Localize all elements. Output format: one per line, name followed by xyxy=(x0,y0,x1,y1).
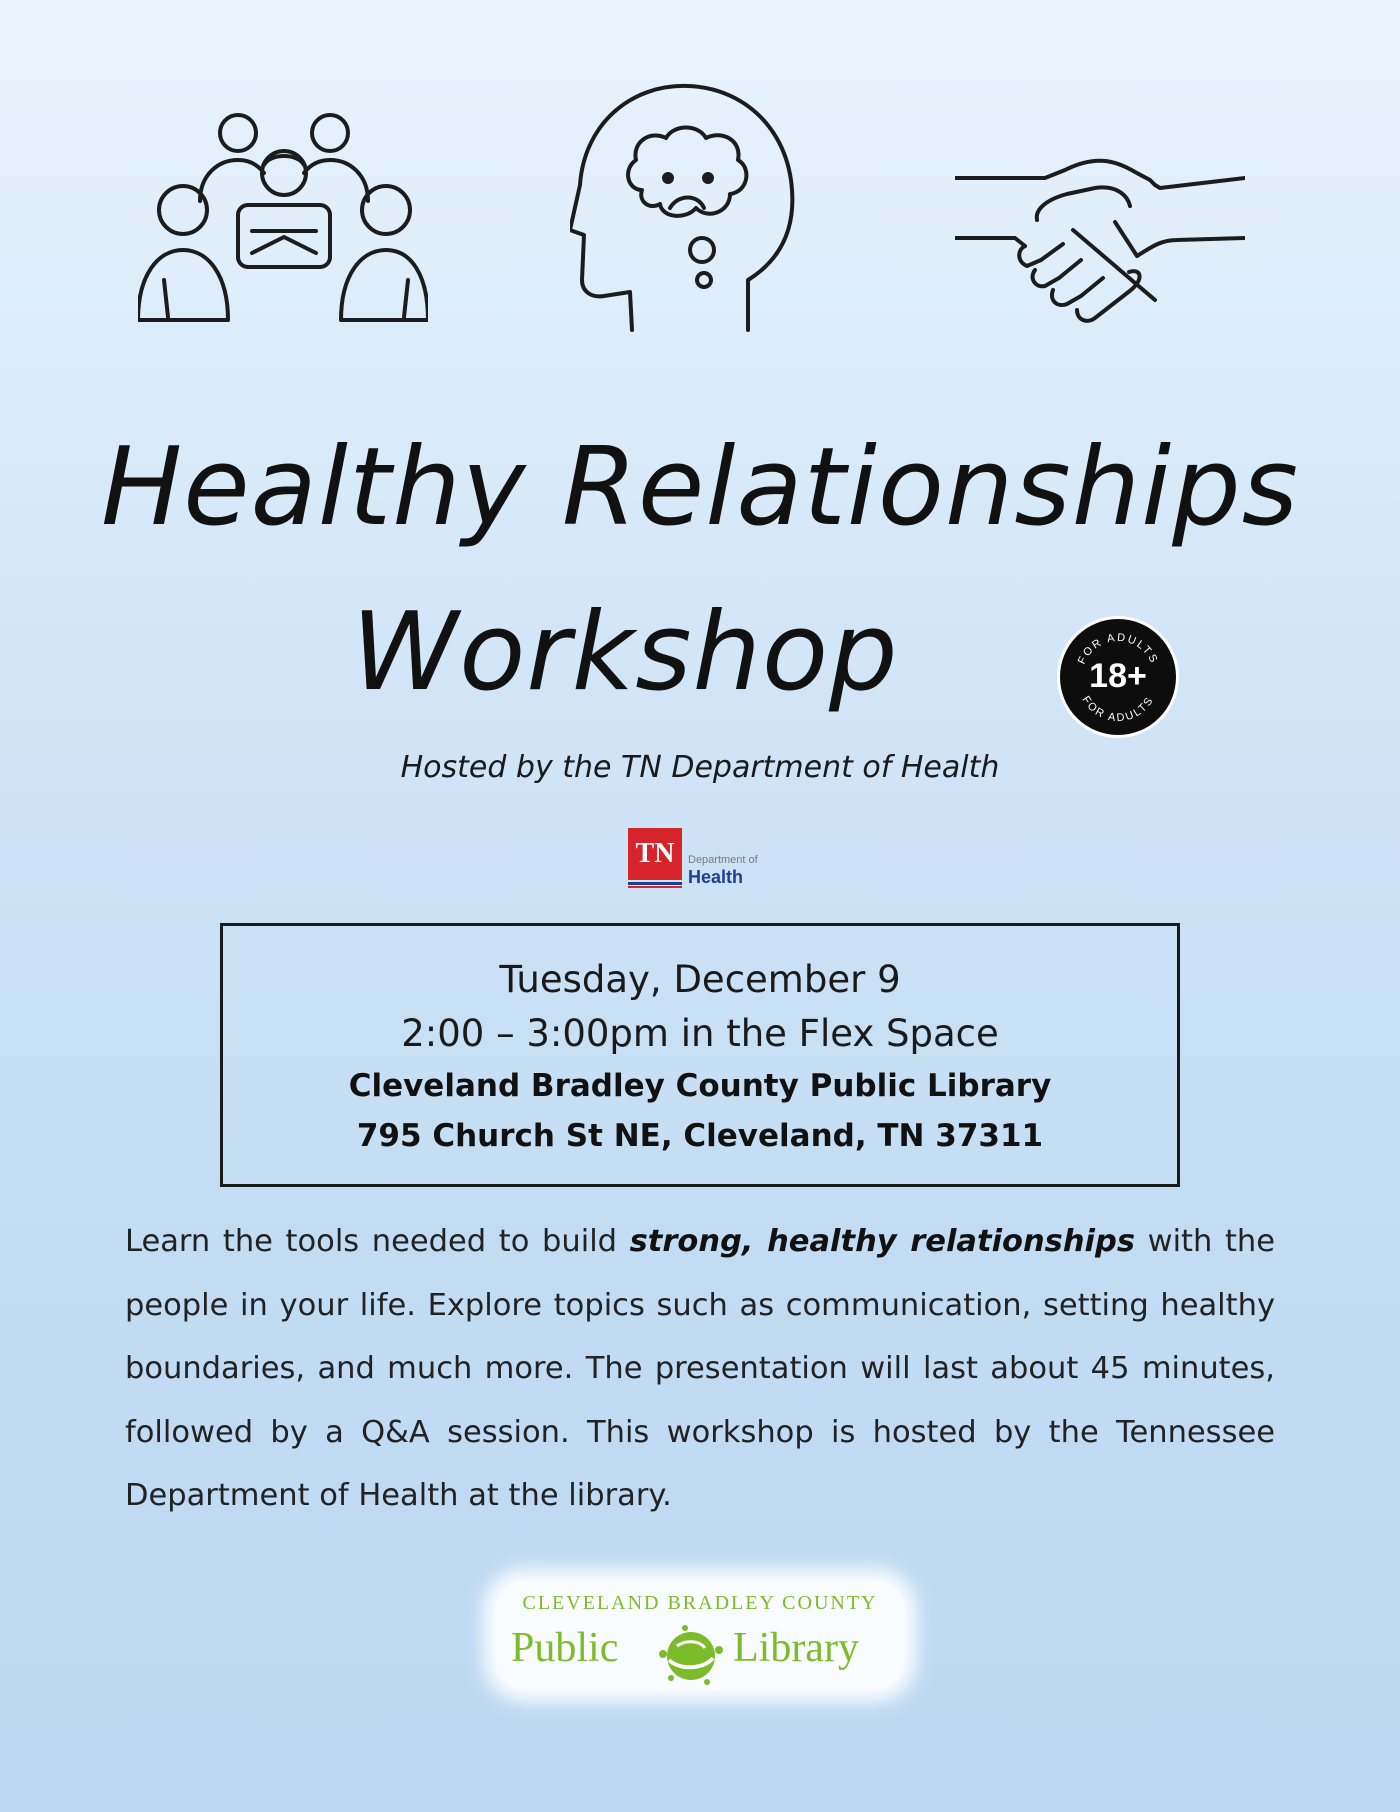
sad-thought-head-icon xyxy=(570,80,800,335)
tn-logo-abbr: TN xyxy=(628,828,682,880)
page-title: Healthy Relationships xyxy=(101,425,1299,550)
event-venue: Cleveland Bradley County Public Library xyxy=(348,1068,1052,1104)
library-logo-public: Public xyxy=(511,1625,619,1671)
tn-logo-dept: Department of xyxy=(688,854,758,866)
library-logo xyxy=(495,1580,905,1690)
tn-logo-stripe-red xyxy=(628,886,682,888)
badge-ring-bottom: FOR ADULTS xyxy=(1079,694,1157,725)
library-logo-library: Library xyxy=(733,1625,859,1671)
tn-logo-health: Health xyxy=(688,867,744,887)
event-date: Tuesday, December 9 xyxy=(499,958,901,1001)
badge-ring-top: FOR ADULTS xyxy=(1075,631,1161,667)
event-description xyxy=(125,1210,1275,1528)
age-number: 18+ xyxy=(1089,657,1147,695)
event-details-box xyxy=(220,923,1180,1187)
event-address: 795 Church St NE, Cleveland, TN 37311 xyxy=(356,1118,1044,1154)
description-emphasis: strong, healthy relationships xyxy=(629,1224,1135,1259)
age-restriction-badge xyxy=(1057,616,1179,738)
group-meeting-icon xyxy=(138,105,428,345)
tn-department-of-health-logo xyxy=(628,828,778,890)
library-globe-icon xyxy=(655,1624,727,1688)
library-logo-top-text: CLEVELAND BRADLEY COUNTY xyxy=(522,1592,878,1614)
handshake-icon xyxy=(955,150,1245,330)
hosted-by-text: Hosted by the TN Department of Health xyxy=(400,750,1000,785)
page-title-line2: Workshop xyxy=(351,590,899,715)
description-intro: Learn the tools needed to build xyxy=(125,1224,630,1259)
event-time: 2:00 – 3:00pm in the Flex Space xyxy=(401,1012,999,1055)
description-body: with the people in your life. Explore topics such as communication, setting healthy boundaries, and much more. The presentation will last about 45 minutes, followed by a Q&A session. This workshop is hosted by the Tennessee Department of Health at the library. xyxy=(125,1224,1276,1513)
tn-logo-stripe-blue xyxy=(628,882,682,885)
svg-text:FOR ADULTS xyxy=(1080,694,1157,724)
